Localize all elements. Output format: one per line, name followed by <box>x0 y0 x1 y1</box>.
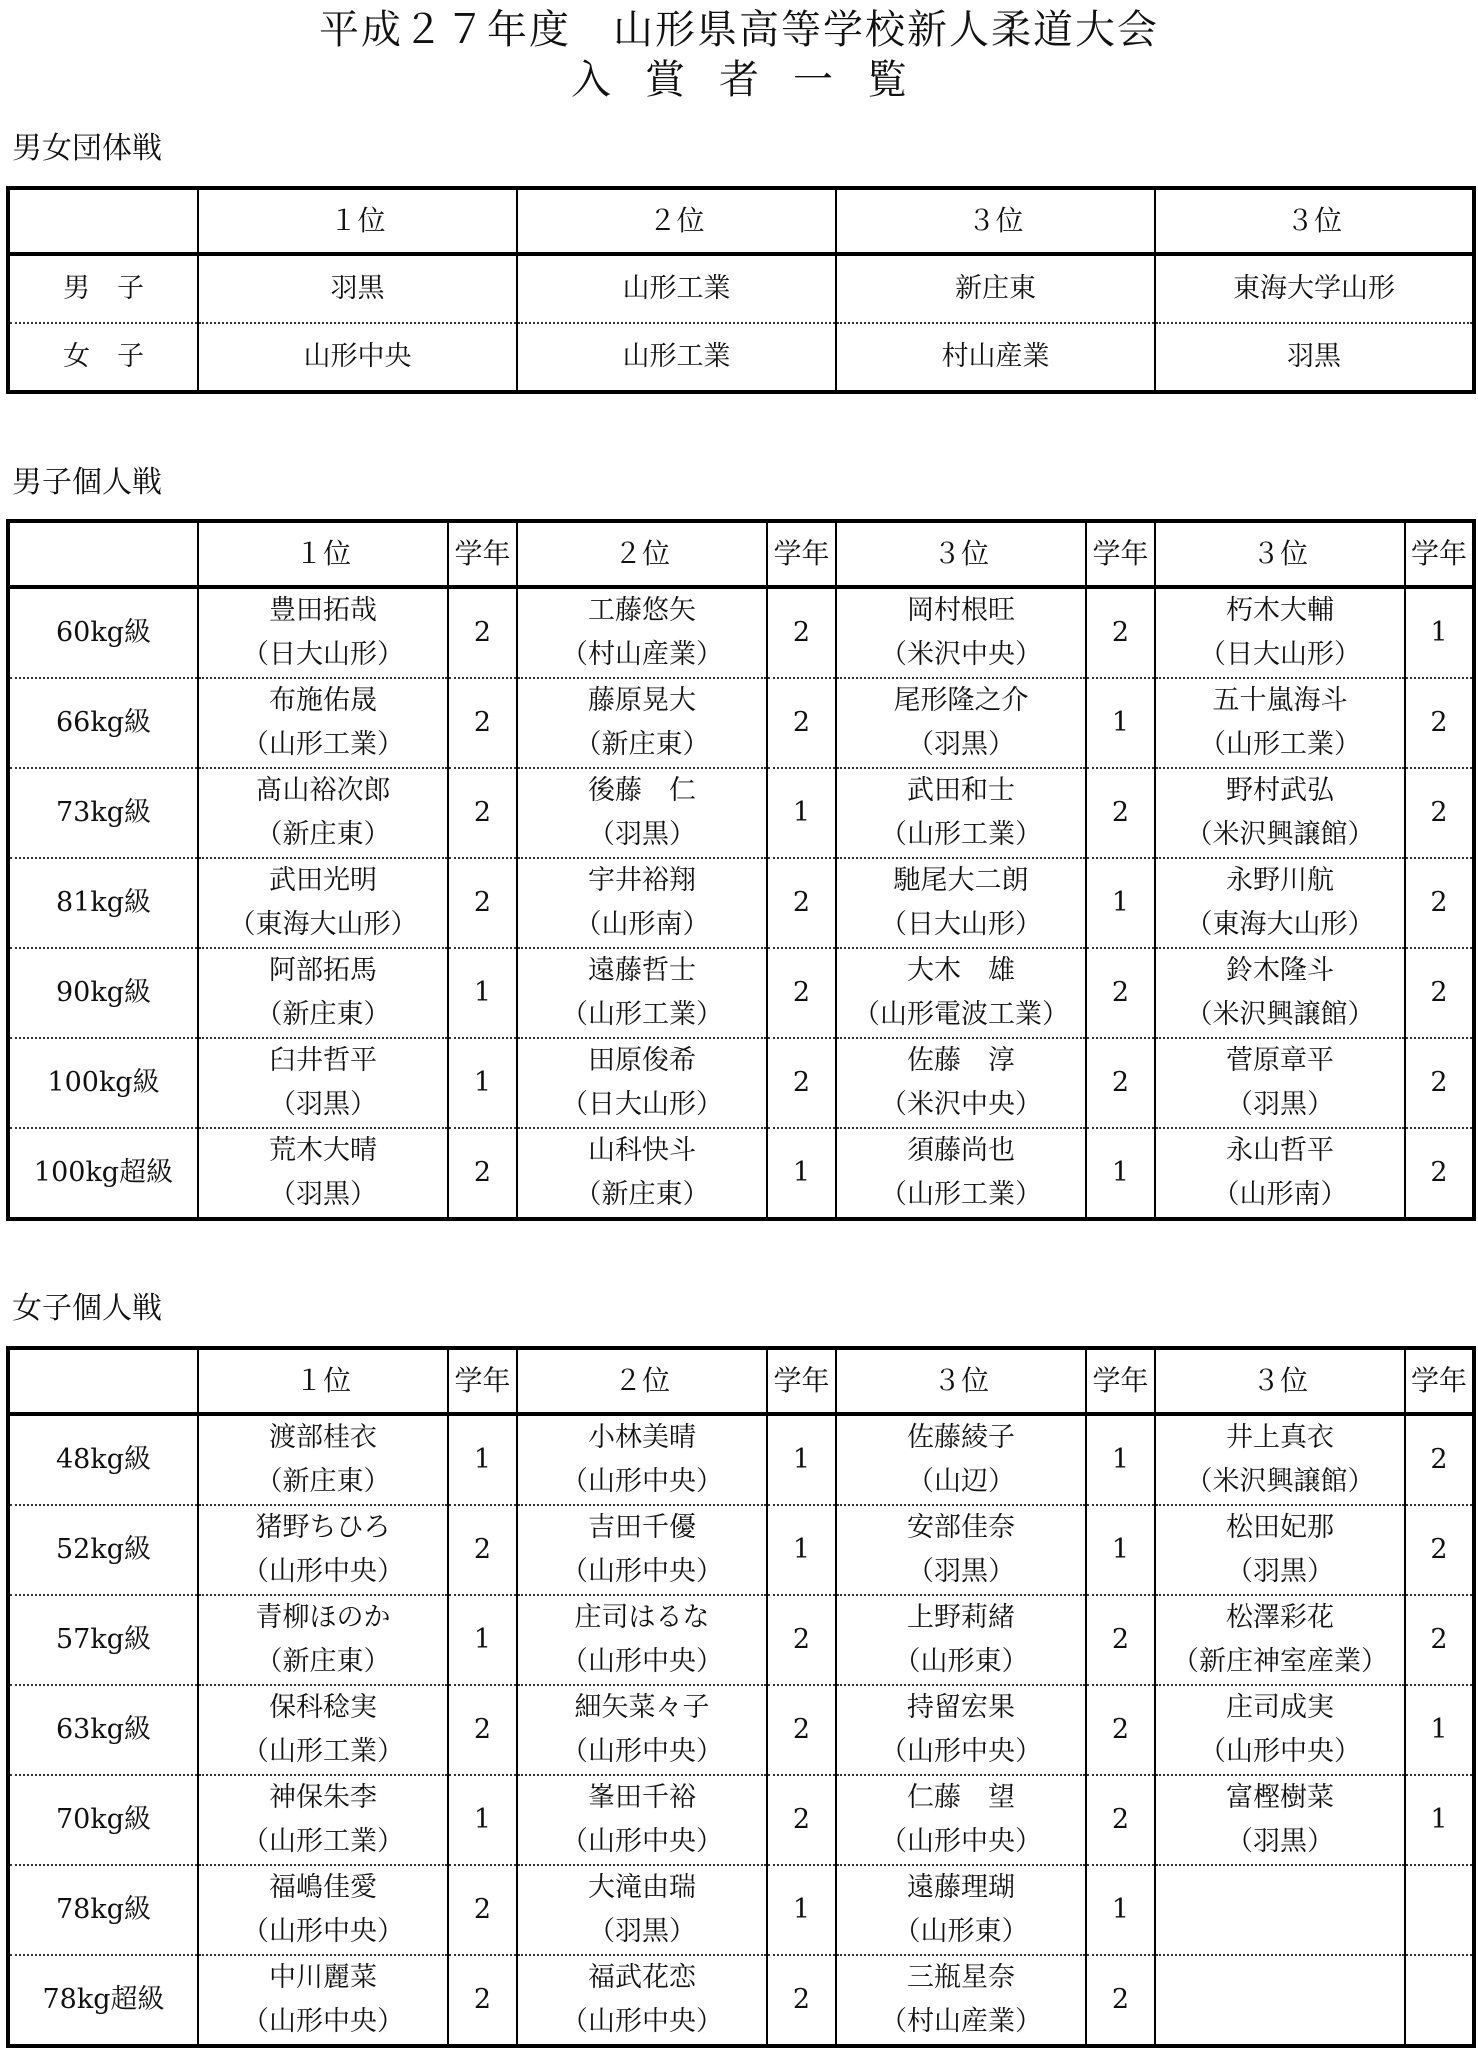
winner-name: 猪野ちひろ <box>255 1512 391 1543</box>
winner-cell <box>198 948 448 1038</box>
winner-school: （羽黒） <box>588 819 696 850</box>
winner-school: （村山産業） <box>880 2006 1042 2037</box>
winner-school: （新庄東） <box>255 1646 391 1677</box>
winner-school: （日大山形） <box>880 909 1042 940</box>
winner-cell <box>836 1505 1086 1595</box>
document-subtitle: 入賞者一覧 <box>571 57 941 103</box>
winner-name: 岡村根旺 <box>907 595 1015 626</box>
winner-grade: 1 <box>1086 1505 1155 1595</box>
winner-grade: 2 <box>767 1955 836 2046</box>
grade-header: 学年 <box>1405 1348 1474 1414</box>
winner-cell <box>198 587 448 678</box>
rank-header: ２位 <box>517 188 836 254</box>
winner-grade: 1 <box>1405 587 1474 678</box>
winner-cell <box>1155 1955 1405 2046</box>
winner-grade: 1 <box>1086 1414 1155 1505</box>
winner-name: 安部佳奈 <box>907 1512 1015 1543</box>
winner-cell <box>198 858 448 948</box>
weight-class-label: 100kg級 <box>8 1038 198 1128</box>
winner-cell <box>1155 1685 1405 1775</box>
winner-grade: 2 <box>448 678 517 768</box>
winner-name: 永山哲平 <box>1226 1135 1334 1166</box>
winner-cell <box>1155 858 1405 948</box>
winner-grade: 2 <box>1405 1128 1474 1219</box>
weight-class-row <box>8 678 1474 768</box>
weight-class-label: 52kg級 <box>8 1505 198 1595</box>
winner-school: （山形工業） <box>242 729 404 760</box>
winner-grade: 1 <box>1086 678 1155 768</box>
winner-name: 藤原晃大 <box>588 685 696 716</box>
weight-class-label: 57kg級 <box>8 1595 198 1685</box>
winner-name: 朽木大輔 <box>1226 595 1334 626</box>
weight-class-row <box>8 1595 1474 1685</box>
winner-grade: 1 <box>767 768 836 858</box>
winner-name: 細矢菜々子 <box>574 1692 710 1723</box>
winner-cell <box>198 1414 448 1505</box>
winner-name: 庄司成実 <box>1226 1692 1334 1723</box>
winner-cell <box>836 1775 1086 1865</box>
winner-name: 永野川航 <box>1226 865 1334 896</box>
team-school: 山形工業 <box>517 254 836 323</box>
winner-school: （山形中央） <box>561 1736 723 1767</box>
team-header-row <box>8 188 1474 254</box>
winner-grade: 2 <box>448 1865 517 1955</box>
rank-header: １位 <box>198 521 448 587</box>
winner-cell <box>198 1685 448 1775</box>
winner-name: 大滝由瑞 <box>588 1872 696 1903</box>
winner-cell <box>198 1865 448 1955</box>
weight-class-label: 78kg級 <box>8 1865 198 1955</box>
rank-header: ３位 <box>1155 1348 1405 1414</box>
winner-cell <box>517 1775 767 1865</box>
winner-name: 保科稔実 <box>269 1692 377 1723</box>
womens-heading: 女子個人戦 <box>12 1291 162 1326</box>
winner-grade <box>1405 1865 1474 1955</box>
winner-cell <box>1155 587 1405 678</box>
winner-cell <box>836 858 1086 948</box>
winner-school: （羽黒） <box>1226 1089 1334 1120</box>
winner-name: 布施佑晟 <box>269 685 377 716</box>
grade-header: 学年 <box>448 521 517 587</box>
weight-class-row <box>8 858 1474 948</box>
weight-class-label: 100kg超級 <box>8 1128 198 1219</box>
winner-grade: 2 <box>1086 1685 1155 1775</box>
winner-grade: 1 <box>1405 1775 1474 1865</box>
team-school: 羽黒 <box>1155 323 1474 392</box>
winner-name: 臼井哲平 <box>269 1045 377 1076</box>
weight-class-label: 78kg超級 <box>8 1955 198 2046</box>
winner-name: 荒木大晴 <box>269 1135 377 1166</box>
winner-grade: 2 <box>1405 948 1474 1038</box>
winner-grade: 1 <box>448 948 517 1038</box>
winner-grade: 2 <box>1405 1505 1474 1595</box>
weight-class-row <box>8 768 1474 858</box>
winner-cell <box>198 1128 448 1219</box>
winner-grade: 1 <box>1086 858 1155 948</box>
winner-school: （羽黒） <box>907 729 1015 760</box>
winner-school: （山形中央） <box>242 1556 404 1587</box>
rank-header: ２位 <box>517 521 767 587</box>
winner-school: （新庄東） <box>255 999 391 1030</box>
winner-school: （山形中央） <box>561 1466 723 1497</box>
winner-school: （山形南） <box>1212 1179 1348 1210</box>
winner-cell <box>517 587 767 678</box>
winner-name: 青柳ほのか <box>255 1602 391 1633</box>
rank-header: ３位 <box>836 188 1155 254</box>
team-heading: 男女団体戦 <box>12 131 162 166</box>
winner-cell <box>517 1505 767 1595</box>
winner-cell <box>517 1128 767 1219</box>
winner-name: 髙山裕次郎 <box>255 775 391 806</box>
winner-school: （山形工業） <box>880 819 1042 850</box>
team-school: 山形工業 <box>517 323 836 392</box>
winner-school: （山形中央） <box>561 1826 723 1857</box>
winner-name: 松田妃那 <box>1226 1512 1334 1543</box>
winner-cell <box>836 587 1086 678</box>
winner-school: （米沢中央） <box>880 1089 1042 1120</box>
header-blank-cell <box>8 188 198 254</box>
winner-cell <box>836 1414 1086 1505</box>
winner-school: （山形中央） <box>880 1826 1042 1857</box>
winner-name: 菅原章平 <box>1226 1045 1334 1076</box>
winner-cell <box>198 1505 448 1595</box>
winner-cell <box>1155 1865 1405 1955</box>
weight-class-label: 81kg級 <box>8 858 198 948</box>
winner-school: （新庄東） <box>574 1179 710 1210</box>
womens-results-table <box>6 1346 1476 2048</box>
winner-school: （羽黒） <box>1226 1826 1334 1857</box>
team-school: 村山産業 <box>836 323 1155 392</box>
winner-grade: 1 <box>448 1038 517 1128</box>
winner-grade: 1 <box>448 1414 517 1505</box>
winner-school: （山形中央） <box>242 1916 404 1947</box>
winner-school: （日大山形） <box>561 1089 723 1120</box>
winner-name: 三瓶星奈 <box>907 1962 1015 1993</box>
winner-name: 福嶋佳愛 <box>269 1872 377 1903</box>
winner-grade: 2 <box>1086 768 1155 858</box>
winner-cell <box>1155 1595 1405 1685</box>
winner-school: （米沢興譲館） <box>1185 999 1375 1030</box>
winner-name: 野村武弘 <box>1226 775 1334 806</box>
weight-class-row <box>8 1128 1474 1219</box>
winner-school: （山形工業） <box>242 1826 404 1857</box>
winner-name: 鈴木隆斗 <box>1226 955 1334 986</box>
winner-cell <box>198 768 448 858</box>
weight-class-row <box>8 1414 1474 1505</box>
document-title: 平成２７年度 山形県高等学校新人柔道大会 <box>319 7 1159 53</box>
winner-grade: 2 <box>1086 1775 1155 1865</box>
grade-header: 学年 <box>1086 1348 1155 1414</box>
team-row-label: 女 子 <box>8 323 198 392</box>
winner-grade: 2 <box>1086 1955 1155 2046</box>
rank-header: １位 <box>198 188 517 254</box>
winner-school: （山形南） <box>574 909 710 940</box>
winner-name: 福武花恋 <box>588 1962 696 1993</box>
winner-cell <box>1155 768 1405 858</box>
winner-cell <box>836 1128 1086 1219</box>
winner-cell <box>1155 1414 1405 1505</box>
winner-cell <box>836 768 1086 858</box>
winner-school: （山形中央） <box>561 2006 723 2037</box>
winner-school: （新庄東） <box>255 819 391 850</box>
winner-grade: 1 <box>448 1595 517 1685</box>
winner-grade: 2 <box>767 1685 836 1775</box>
winner-school: （米沢中央） <box>880 639 1042 670</box>
winner-school: （山形東） <box>893 1916 1029 1947</box>
rank-header: ３位 <box>836 521 1086 587</box>
team-school: 新庄東 <box>836 254 1155 323</box>
mens-header-row <box>8 521 1474 587</box>
winner-grade: 2 <box>1405 858 1474 948</box>
winner-school: （日大山形） <box>1199 639 1361 670</box>
winner-grade: 2 <box>1405 1595 1474 1685</box>
winner-school: （山形工業） <box>242 1736 404 1767</box>
winner-name: 小林美晴 <box>588 1422 696 1453</box>
winner-grade: 2 <box>448 858 517 948</box>
winner-name: 中川麗菜 <box>269 1962 377 1993</box>
winner-grade: 2 <box>448 1685 517 1775</box>
winner-cell <box>1155 1775 1405 1865</box>
winner-grade: 2 <box>767 1038 836 1128</box>
team-school: 羽黒 <box>198 254 517 323</box>
winner-name: 佐藤 淳 <box>907 1045 1015 1076</box>
weight-class-row <box>8 587 1474 678</box>
winner-cell <box>517 768 767 858</box>
winner-cell <box>1155 1128 1405 1219</box>
winner-cell <box>836 948 1086 1038</box>
winner-cell <box>198 1775 448 1865</box>
winner-cell <box>517 1955 767 2046</box>
winner-name: 佐藤綾子 <box>907 1422 1015 1453</box>
team-row-women <box>8 323 1474 392</box>
winner-name: 井上真衣 <box>1226 1422 1334 1453</box>
weight-class-label: 63kg級 <box>8 1685 198 1775</box>
winner-grade: 2 <box>1405 678 1474 768</box>
winner-cell <box>517 858 767 948</box>
weight-class-row <box>8 1505 1474 1595</box>
winner-cell <box>198 1595 448 1685</box>
header-blank-cell <box>8 521 198 587</box>
winner-cell <box>517 1038 767 1128</box>
team-row-label: 男 子 <box>8 254 198 323</box>
winner-school: （山辺） <box>907 1466 1015 1497</box>
winner-name: 富樫樹菜 <box>1226 1782 1334 1813</box>
header-blank-cell <box>8 1348 198 1414</box>
winner-grade: 2 <box>767 587 836 678</box>
winner-name: 武田和士 <box>907 775 1015 806</box>
winner-name: 神保朱李 <box>269 1782 377 1813</box>
winner-grade: 1 <box>1086 1128 1155 1219</box>
winner-cell <box>517 948 767 1038</box>
winner-cell <box>517 1414 767 1505</box>
winner-grade: 2 <box>767 1775 836 1865</box>
mens-heading: 男子個人戦 <box>12 465 162 500</box>
winner-cell <box>836 1865 1086 1955</box>
winner-school: （山形中央） <box>561 1646 723 1677</box>
winner-cell <box>1155 678 1405 768</box>
winner-school: （羽黒） <box>1226 1556 1334 1587</box>
winner-school: （新庄東） <box>255 1466 391 1497</box>
winner-school: （羽黒） <box>907 1556 1015 1587</box>
winner-name: 峯田千裕 <box>588 1782 696 1813</box>
winner-grade: 2 <box>1405 768 1474 858</box>
winner-name: 武田光明 <box>269 865 377 896</box>
winner-cell <box>517 1685 767 1775</box>
winner-school: （山形中央） <box>1199 1736 1361 1767</box>
winner-name: 阿部拓馬 <box>269 955 377 986</box>
winner-school: （新庄神室産業） <box>1172 1646 1388 1677</box>
winner-school: （羽黒） <box>588 1916 696 1947</box>
weight-class-label: 48kg級 <box>8 1414 198 1505</box>
winner-grade: 2 <box>448 768 517 858</box>
winner-cell <box>198 1955 448 2046</box>
winner-school: （東海大山形） <box>1185 909 1375 940</box>
winner-grade: 2 <box>767 948 836 1038</box>
winner-cell <box>836 1685 1086 1775</box>
weight-class-row <box>8 1865 1474 1955</box>
winner-school: （山形工業） <box>561 999 723 1030</box>
winner-grade: 1 <box>1405 1685 1474 1775</box>
winner-cell <box>836 678 1086 768</box>
winner-cell <box>198 678 448 768</box>
winner-school: （日大山形） <box>242 639 404 670</box>
winner-grade: 1 <box>767 1128 836 1219</box>
weight-class-label: 90kg級 <box>8 948 198 1038</box>
winner-grade: 2 <box>1086 1595 1155 1685</box>
winner-grade: 1 <box>767 1414 836 1505</box>
grade-header: 学年 <box>767 521 836 587</box>
womens-header-row <box>8 1348 1474 1414</box>
winner-name: 宇井裕翔 <box>588 865 696 896</box>
rank-header: ３位 <box>1155 188 1474 254</box>
winner-school: （米沢興譲館） <box>1185 819 1375 850</box>
winner-school: （羽黒） <box>269 1179 377 1210</box>
winner-school: （新庄東） <box>574 729 710 760</box>
winner-name: 遠藤哲士 <box>588 955 696 986</box>
mens-results-table <box>6 519 1476 1221</box>
team-school: 山形中央 <box>198 323 517 392</box>
winner-name: 吉田千優 <box>588 1512 696 1543</box>
winner-name: 庄司はるな <box>574 1602 710 1633</box>
winner-school: （東海大山形） <box>228 909 418 940</box>
winner-cell <box>517 1865 767 1955</box>
winner-name: 遠藤理瑚 <box>907 1872 1015 1903</box>
winner-name: 仁藤 望 <box>907 1782 1015 1813</box>
weight-class-label: 70kg級 <box>8 1775 198 1865</box>
winner-name: 松澤彩花 <box>1226 1602 1334 1633</box>
weight-class-row <box>8 1775 1474 1865</box>
winner-school: （山形中央） <box>561 1556 723 1587</box>
winner-name: 馳尾大二朗 <box>893 865 1029 896</box>
weight-class-row <box>8 1038 1474 1128</box>
team-school: 東海大学山形 <box>1155 254 1474 323</box>
winner-grade: 2 <box>767 858 836 948</box>
winner-name: 五十嵐海斗 <box>1212 685 1348 716</box>
winner-grade: 1 <box>448 1775 517 1865</box>
weight-class-row <box>8 948 1474 1038</box>
grade-header: 学年 <box>1405 521 1474 587</box>
winner-school: （山形工業） <box>1199 729 1361 760</box>
grade-header: 学年 <box>767 1348 836 1414</box>
winner-school: （米沢興譲館） <box>1185 1466 1375 1497</box>
winner-grade: 2 <box>767 1595 836 1685</box>
winner-name: 持留宏果 <box>907 1692 1015 1723</box>
winner-name: 工藤悠矢 <box>588 595 696 626</box>
winner-cell <box>517 678 767 768</box>
winner-cell <box>198 1038 448 1128</box>
winner-name: 豊田拓哉 <box>269 595 377 626</box>
rank-header: ２位 <box>517 1348 767 1414</box>
winner-school: （山形電波工業） <box>853 999 1069 1030</box>
winner-grade: 2 <box>767 678 836 768</box>
winner-grade: 1 <box>767 1865 836 1955</box>
winner-name: 山科快斗 <box>588 1135 696 1166</box>
winner-name: 須藤尚也 <box>907 1135 1015 1166</box>
winner-name: 上野莉緒 <box>907 1602 1015 1633</box>
winner-school: （山形中央） <box>242 2006 404 2037</box>
winner-cell <box>836 1955 1086 2046</box>
winner-cell <box>836 1038 1086 1128</box>
winner-name: 後藤 仁 <box>588 775 696 806</box>
winner-grade: 2 <box>448 587 517 678</box>
winner-grade: 1 <box>767 1505 836 1595</box>
winner-cell <box>836 1595 1086 1685</box>
winner-grade: 2 <box>1086 948 1155 1038</box>
winner-grade: 2 <box>1086 1038 1155 1128</box>
winner-grade: 2 <box>448 1955 517 2046</box>
team-row-men <box>8 254 1474 323</box>
rank-header: ３位 <box>836 1348 1086 1414</box>
weight-class-row <box>8 1685 1474 1775</box>
winner-school: （山形東） <box>893 1646 1029 1677</box>
winner-name: 田原俊希 <box>588 1045 696 1076</box>
winner-grade: 1 <box>1086 1865 1155 1955</box>
winner-cell <box>1155 1505 1405 1595</box>
team-results-table <box>6 186 1476 394</box>
winner-grade: 2 <box>448 1128 517 1219</box>
winner-cell <box>1155 1038 1405 1128</box>
weight-class-label: 73kg級 <box>8 768 198 858</box>
winner-school: （羽黒） <box>269 1089 377 1120</box>
grade-header: 学年 <box>448 1348 517 1414</box>
winner-cell <box>517 1595 767 1685</box>
winner-name: 尾形隆之介 <box>893 685 1029 716</box>
weight-class-label: 66kg級 <box>8 678 198 768</box>
weight-class-label: 60kg級 <box>8 587 198 678</box>
winner-grade: 2 <box>1405 1414 1474 1505</box>
rank-header: ３位 <box>1155 521 1405 587</box>
winner-name: 大木 雄 <box>907 955 1015 986</box>
winner-grade: 2 <box>1405 1038 1474 1128</box>
winner-cell <box>1155 948 1405 1038</box>
winner-school: （村山産業） <box>561 639 723 670</box>
grade-header: 学年 <box>1086 521 1155 587</box>
rank-header: １位 <box>198 1348 448 1414</box>
winner-grade <box>1405 1955 1474 2046</box>
winner-grade: 2 <box>448 1505 517 1595</box>
winner-school: （山形工業） <box>880 1179 1042 1210</box>
weight-class-row <box>8 1955 1474 2046</box>
winner-grade: 2 <box>1086 587 1155 678</box>
winner-name: 渡部桂衣 <box>269 1422 377 1453</box>
winner-school: （山形中央） <box>880 1736 1042 1767</box>
